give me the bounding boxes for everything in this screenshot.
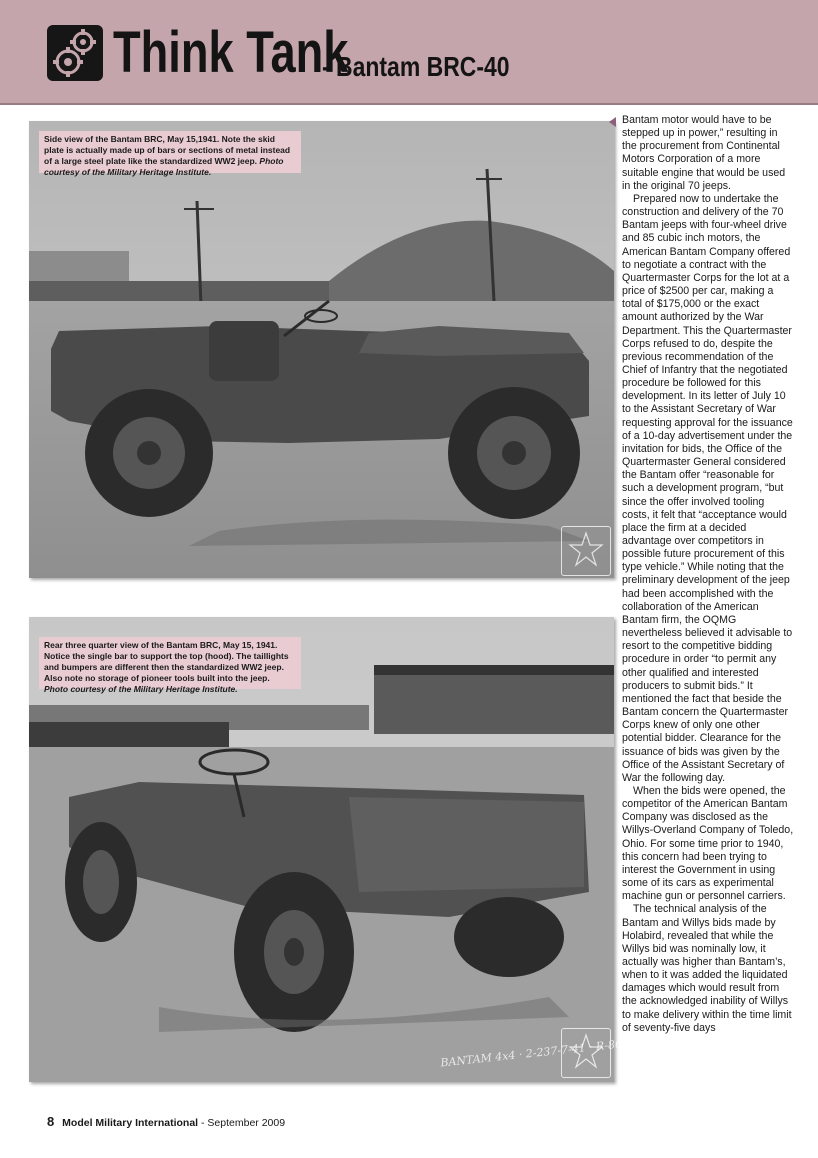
article-paragraph: When the bids were opened, the competitor of the American Bantam Company was disclosed as the Willys-Overland Company of Toledo, Ohio. For some time prior to 1940, this concern had been trying to interest the Government in using some of its cars as experimental machine gun or personnel carriers. xyxy=(622,784,794,903)
header-band xyxy=(0,0,818,105)
page-subtitle: - Bantam BRC-40 xyxy=(322,51,510,82)
article-paragraph: Bantam motor would have to be stepped up in power,” resulting in the procurement from Continental Motors Corporation of a more suitable engine that would be used in the original 70 jeeps. xyxy=(622,114,786,192)
photo-caption-rear-view xyxy=(39,637,301,694)
photo-credit: Photo courtesy of the Military Heritage Institute. xyxy=(44,684,238,694)
continuation-marker-icon xyxy=(609,117,616,127)
army-archive-watermark xyxy=(561,1028,611,1078)
article-paragraph: Prepared now to undertake the construction and delivery of the 70 Bantam jeeps with four-wheel drive and 85 cubic inch motors, the American Bantam Company offered to negotiate a contract with the Quartermaster Corps for the lot at a price of $2500 per car, making a total of $175,000 or the exact amount authorized by the War Department. This the Quartermaster Corps refused to do, despite the previous recommendation of the Chief of Infantry that the negotiated procedure be followed for this development. In its letter of July 10 to the Assistant Secretary of War requesting approval for the issuance of a 10-day advertisement under the invitation for bids, the Office of the Quartermaster General considered the Bantam offer “reasonable for such a development program, “but since the offer involved tooling costs, it felt that “acceptance would place the firm at a decided advantage over competitors in possible future procurement of this type vehicle.” While noting that the preliminary development of the jeep had been accomplished with the collaboration of the American Bantam firm, the OQMG nevertheless believed it advisable to resort to the competitive bidding procedure in order “to permit any other qualified and interested producers to submit bids.” It mentioned the fact that beside the Bantam concern the Quartermaster Corps knew of only one other potential bidder. Clearance for the issuance of bids was given by the Office of the Assistant Secretary of War the following day. xyxy=(622,192,793,784)
page-number: 8 xyxy=(47,1114,55,1129)
side-view-photo xyxy=(29,121,614,578)
caption-text: Rear three quarter view of the Bantam BRC, May 15, 1941. Notice the single bar to support the top (hood). The taillights and bumpers are different then the standardized WW2 jeep. Also note no storage of pioneer tools built into the jeep. xyxy=(44,640,289,683)
page-title: Think Tank xyxy=(113,20,349,85)
photo-credit: Photo courtesy of the Military Heritage Institute. xyxy=(44,156,284,177)
article-body xyxy=(622,114,794,1035)
article-paragraph: The technical analysis of the Bantam and Willys bids made by Holabird, revealed that while the Willys bid was nominally low, it actually was higher than Bantam’s, when to it was added the liquidated damages which would result from the acknowledged inability of Willys to make delivery within the time limit of seventy-five days xyxy=(622,903,792,1034)
magazine-name: Model Military International xyxy=(62,1117,199,1129)
issue-date: - September 2009 xyxy=(201,1117,286,1129)
page-footer xyxy=(47,1114,285,1129)
handwritten-negative-number: BANTAM 4x4 · 2-237-7-41 · R-86 xyxy=(439,1037,623,1070)
think-tank-gears-icon xyxy=(47,25,103,81)
army-archive-watermark xyxy=(561,526,611,576)
photo-caption-side-view xyxy=(39,131,301,177)
caption-text: Side view of the Bantam BRC, May 15,1941. Note the skid plate is actually made up of bars or sections of metal instead of a large steel plate like the standardized WW2 jeep. xyxy=(44,134,291,166)
